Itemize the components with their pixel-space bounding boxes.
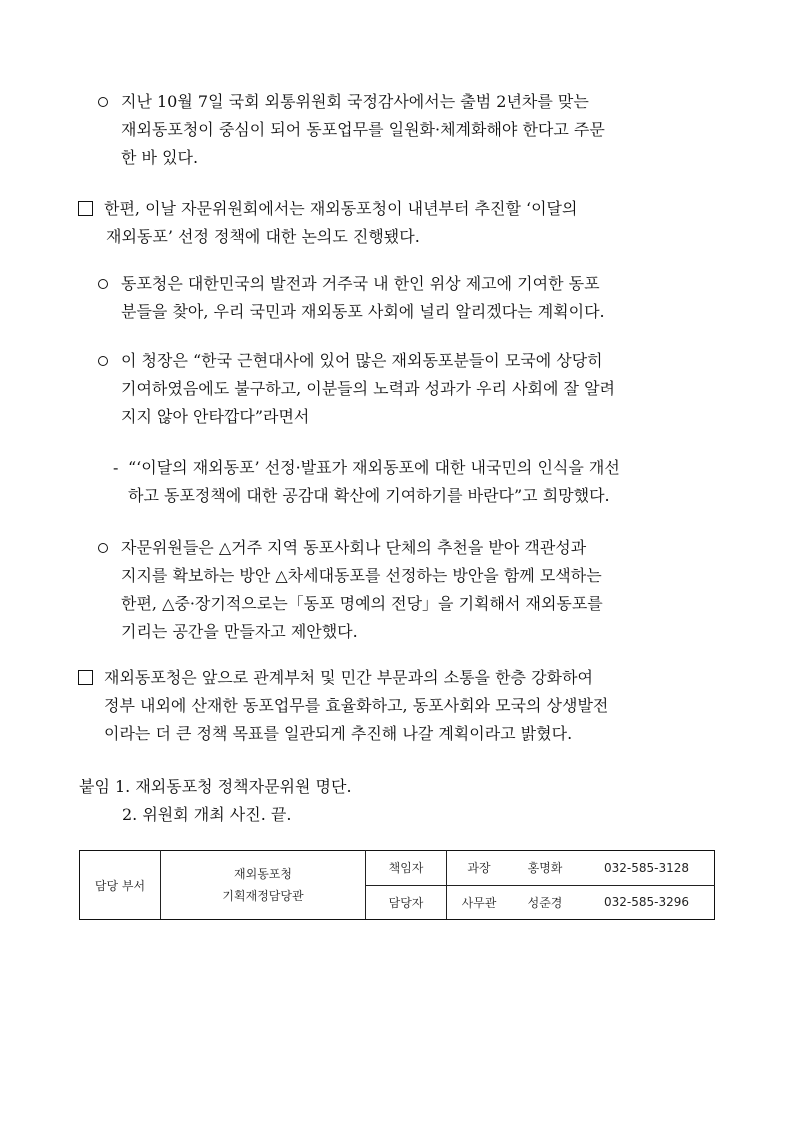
job-title: 과장 xyxy=(467,861,491,876)
paragraph-agency-plan xyxy=(121,270,715,326)
name-cell xyxy=(511,851,579,886)
title-cell xyxy=(447,885,512,920)
contact-name: 성준경 xyxy=(527,895,563,910)
role-cell xyxy=(366,851,447,886)
paragraph-line: 지지 않아 안타깝다”라면서 xyxy=(121,407,310,426)
paragraph-line: 이 청장은 “한국 근현대사에 있어 많은 재외동포분들이 모국에 상당히 xyxy=(121,351,603,370)
paragraph-line: “‘이달의 재외동포’ 선정·발표가 재외동포에 대한 내국민의 인식을 개선 xyxy=(128,458,620,477)
paragraph-line: 재외동포청이 중심이 되어 동포업무를 일원화·체계화해야 한다고 주문 xyxy=(121,120,605,139)
paragraph-line: 이라는 더 큰 정책 목표를 일관되게 추진해 나갈 계획이라고 밝혔다. xyxy=(104,724,573,743)
circle-bullet-icon xyxy=(98,543,108,553)
paragraph-line: 기리는 공간을 만들자고 제안했다. xyxy=(121,622,358,641)
phone-cell xyxy=(579,885,715,920)
role-cell xyxy=(366,885,447,920)
paragraph-line: 지지를 확보하는 방안 △차세대동포를 선정하는 방안을 함께 모색하는 xyxy=(121,566,602,585)
dept-header: 담당 부서 xyxy=(94,878,146,893)
paragraph-line: 한편, △중·장기적으로는「동포 명예의 전당」을 기획해서 재외동포를 xyxy=(121,594,603,613)
contact-table xyxy=(79,850,715,920)
attachment-line-1: 붙임 1. 재외동포청 정책자문위원 명단. xyxy=(79,777,352,796)
paragraph-commissioner-remarks xyxy=(121,347,715,431)
title-cell xyxy=(447,851,512,886)
paragraph-line: 하고 동포정책에 대한 공감대 확산에 기여하기를 바란다”고 희망했다. xyxy=(128,486,610,505)
checkbox-square-icon xyxy=(78,670,93,685)
circle-bullet-icon xyxy=(98,97,108,107)
paragraph-line: 재외동포청은 앞으로 관계부처 및 민간 부문과의 소통을 한층 강화하여 xyxy=(104,668,593,687)
paragraph-line: 한 바 있다. xyxy=(121,148,199,167)
contact-name: 홍명화 xyxy=(527,861,563,876)
dept-name-line-1: 재외동포청 xyxy=(234,867,292,881)
dept-name-line-2: 기획재정담당관 xyxy=(222,889,304,903)
paragraph-line: 정부 내외에 산재한 동포업무를 효율화하고, 동포사회와 모국의 상생발전 xyxy=(104,696,609,715)
role: 담당자 xyxy=(388,895,424,910)
phone-number: 032-585-3128 xyxy=(603,860,689,875)
circle-bullet-icon xyxy=(98,356,108,366)
paragraph-line: 한편, 이날 자문위원회에서는 재외동포청이 내년부터 추진할 ‘이달의 xyxy=(104,199,578,218)
paragraph-line: 기여하였음에도 불구하고, 이분들의 노력과 성과가 우리 사회에 잘 알려 xyxy=(121,379,615,398)
paragraph-line: 동포청은 대한민국의 발전과 거주국 내 한인 위상 제고에 기여한 동포 xyxy=(121,274,600,293)
job-title: 사무관 xyxy=(461,895,497,910)
phone-cell xyxy=(579,851,715,886)
paragraph-line: 재외동포’ 선정 정책에 대한 논의도 진행됐다. xyxy=(106,227,420,246)
paragraph-monthly-overseas-korean xyxy=(104,195,715,251)
paragraph-line: 지난 10월 7일 국회 외통위원회 국정감사에서는 출범 2년차를 맞는 xyxy=(121,92,589,111)
paragraph-national-audit xyxy=(121,88,715,172)
dept-header-cell xyxy=(80,851,161,920)
attachment-line-2: 2. 위원회 개최 사진. 끝. xyxy=(122,805,292,824)
role: 책임자 xyxy=(388,861,424,876)
dept-name-cell xyxy=(161,851,366,920)
name-cell xyxy=(511,885,579,920)
paragraph-future-plans xyxy=(104,664,715,748)
circle-bullet-icon xyxy=(98,279,108,289)
paragraph-line: 분들을 찾아, 우리 국민과 재외동포 사회에 널리 알리겠다는 계획이다. xyxy=(121,302,605,321)
paragraph-commissioner-quote xyxy=(128,454,715,510)
paragraph-advisors-proposal xyxy=(121,534,715,646)
phone-number: 032-585-3296 xyxy=(603,895,689,910)
dash-bullet: - xyxy=(113,458,119,477)
paragraph-line: 자문위원들은 △거주 지역 동포사회나 단체의 추천을 받아 객관성과 xyxy=(121,538,587,557)
checkbox-square-icon xyxy=(78,201,93,216)
